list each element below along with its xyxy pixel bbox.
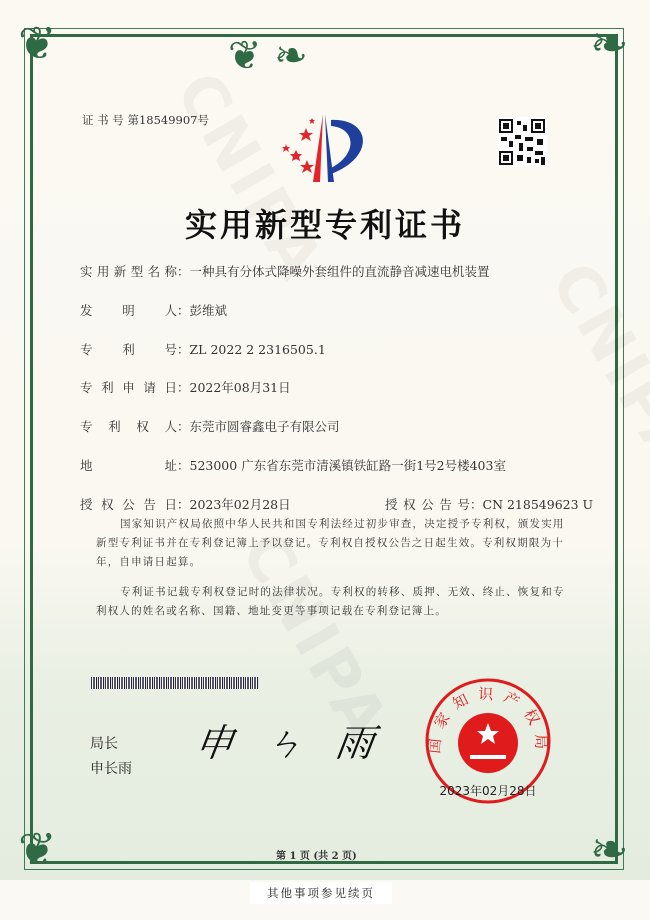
field-label: 专利申请日 (80, 380, 177, 395)
field-label: 地址 (80, 458, 177, 473)
field-label: 专利权人 (80, 419, 177, 434)
field-value: ：东莞市圆睿鑫电子有限公司 (177, 419, 340, 434)
top-ornament-icon: ❦ ❧ (228, 33, 308, 79)
field-utility-model-name (80, 262, 490, 280)
field-value: ：CN 218549623 U (470, 497, 594, 512)
field-address (80, 456, 506, 474)
field-label: 授权公告日 (80, 497, 177, 512)
field-value: ：一种具有分体式降噪外套组件的直流静音减速电机装置 (177, 264, 490, 279)
field-patentee (80, 417, 340, 435)
field-value: ：ZL 2022 2 2316505.1 (177, 342, 326, 357)
field-inventor (80, 301, 227, 319)
certificate-number: 证 书 号 第18549907号 (82, 113, 209, 127)
continuation-note: 其他事项参见续页 (250, 882, 392, 904)
field-filing-date (80, 378, 291, 396)
page-number: 第 1 页 (共 2 页) (276, 851, 357, 862)
svg-text:国家知识产权局: 国家知识产权局 (425, 684, 551, 759)
field-patent-number (80, 340, 326, 358)
field-value: ：523000 广东省东莞市清溪镇铁缸路一街1号2号楼403室 (177, 458, 506, 473)
field-value: ：2023年02月28日 (177, 497, 291, 512)
handwritten-signature: 申 ㄣ 雨 (192, 721, 387, 765)
field-value: ：彭维斌 (177, 303, 228, 318)
certificate-title: 实用新型专利证书 (184, 206, 465, 244)
grant-statement: 国家知识产权局依照中华人民共和国专利法经过初步审查，决定授予专利权，颁发实用新型专利证书并在专利登记簿上予以登记。专利权自授权公告之日起生效。专利权期限为十年，自申请日起算。 (96, 518, 565, 568)
corner-ornament-icon: ❦ (18, 16, 57, 70)
signatory-title: 局长 (90, 736, 118, 752)
cnipa-logo-icon (276, 112, 376, 192)
field-grant-date (80, 495, 291, 513)
field-label: 授权公告号 (385, 497, 470, 512)
field-label: 发明人 (80, 303, 177, 318)
field-label: 实用新型名称 (80, 264, 177, 279)
stamp-date: 2023年02月28日 (439, 784, 537, 798)
field-announcement-number (385, 495, 593, 513)
field-value: ：2022年08月31日 (177, 380, 291, 395)
legal-status-statement: 专利证书记载专利权登记时的法律状况。专利权的转移、质押、无效、终止、恢复和专利权人的姓名或名称、国籍、地址变更等事项记载在专利登记簿上。 (96, 586, 565, 617)
field-label: 专利号 (80, 342, 177, 357)
signatory-name: 申长雨 (90, 761, 132, 777)
qr-code-icon[interactable] (497, 117, 547, 167)
barcode (91, 677, 259, 689)
corner-ornament-icon: ❦ (18, 822, 57, 876)
corner-ornament-icon: ❧ (590, 16, 629, 70)
corner-ornament-icon: ❧ (590, 822, 629, 876)
